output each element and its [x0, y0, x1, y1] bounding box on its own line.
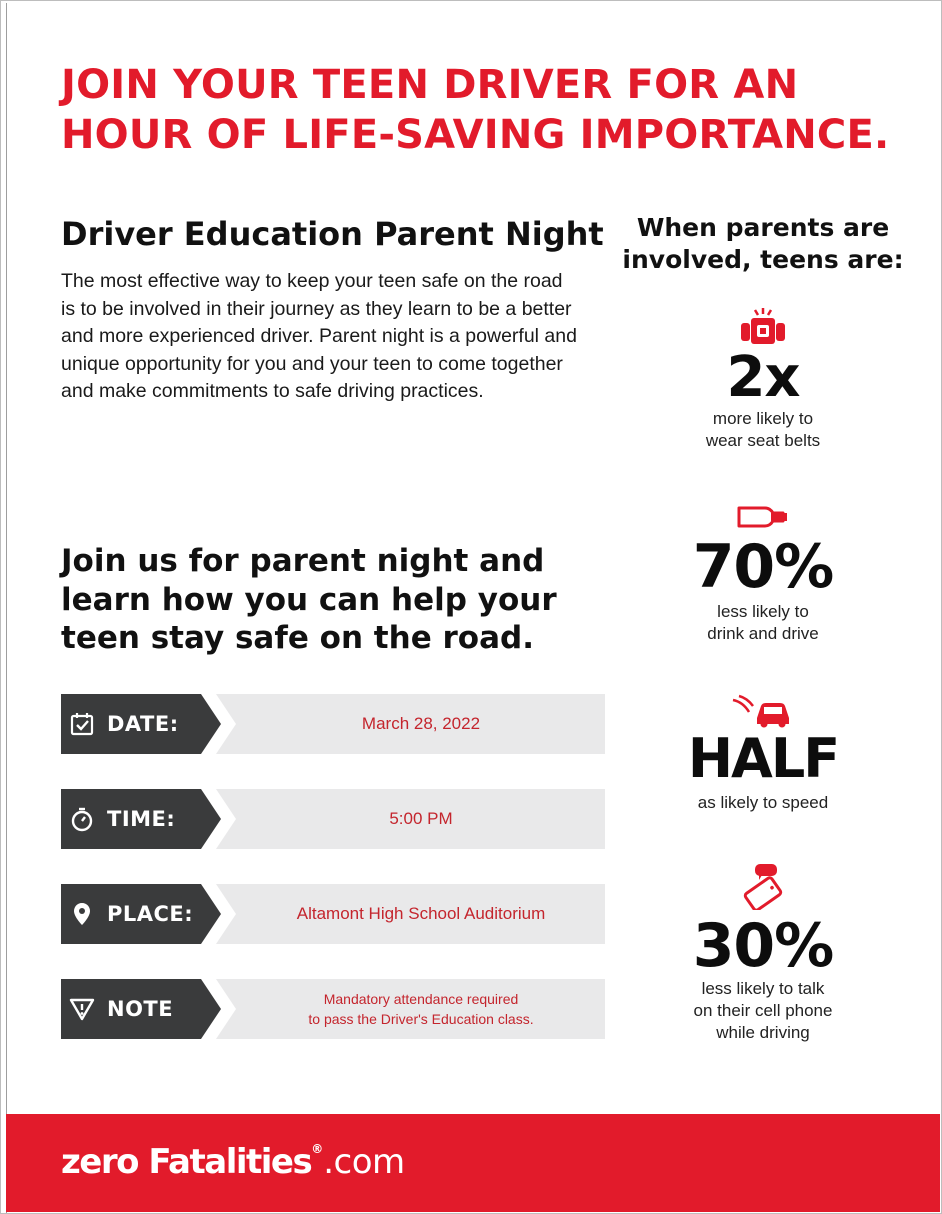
place-value: Altamont High School Auditorium [296, 904, 546, 923]
date-value: March 28, 2022 [361, 714, 481, 733]
note-row [61, 979, 605, 1039]
note-value-line-1: Mandatory attendance required [323, 991, 519, 1007]
stats-heading-line-2: involved, teens are: [622, 245, 904, 274]
stat-drink-drive-text: less likely to drink and drive [707, 602, 819, 643]
stopwatch-icon [69, 806, 95, 832]
stat-cell-phone [640, 862, 886, 1044]
date-label: DATE: [107, 712, 179, 736]
stat-seat-belts-value: 2x [726, 345, 800, 410]
intro-body: The most effective way to keep your teen safe on the road is to be involved in their journey as they learn to be a better and more experienced driver. Parent night is a powerful and unique opportunity for you and your teen to come together and make commitments to safe driving practices. [61, 270, 577, 402]
stat-speed-value: HALF [687, 727, 839, 790]
stat-seat-belts [640, 306, 886, 452]
headline [61, 60, 921, 160]
date-row [61, 694, 605, 754]
map-pin-icon [69, 901, 95, 927]
stat-drink-drive [640, 503, 886, 645]
stats-heading [620, 212, 906, 276]
time-row [61, 789, 605, 849]
intro-title: Driver Education Parent Night [61, 215, 604, 253]
brand-logo: zero Fatalities®.com [61, 1142, 405, 1182]
seat-belt-buckle-icon [733, 306, 793, 346]
speeding-car-icon [731, 694, 795, 728]
join-heading: Join us for parent night and learn how you can help your teen stay safe on the road. [61, 543, 557, 656]
phone-message-icon [733, 862, 793, 910]
note-value [237, 979, 605, 1039]
footer-bar [6, 1114, 940, 1212]
stat-seat-belts-text: more likely to wear seat belts [705, 409, 821, 450]
stat-drink-drive-value: 70% [692, 532, 834, 602]
headline-line-1: JOIN YOUR TEEN DRIVER FOR AN [61, 62, 799, 108]
headline-line-2: HOUR OF LIFE-SAVING IMPORTANCE. [61, 112, 890, 158]
bottle-icon [733, 503, 793, 533]
stat-cell-phone-text: less likely to talk on their cell phone while driving [693, 979, 833, 1042]
note-label: NOTE [107, 997, 174, 1021]
note-value-line-2: to pass the Driver's Education class. [308, 1011, 534, 1027]
time-label: TIME: [107, 807, 176, 831]
stat-cell-phone-value: 30% [692, 911, 834, 981]
stat-speed-text: as likely to speed [697, 793, 829, 812]
stat-speed [640, 694, 886, 814]
place-label: PLACE: [107, 902, 194, 926]
time-value: 5:00 PM [389, 809, 453, 828]
stats-heading-line-1: When parents are [636, 213, 890, 242]
place-row [61, 884, 605, 944]
calendar-check-icon [69, 711, 95, 737]
triangle-alert-icon [69, 996, 95, 1022]
